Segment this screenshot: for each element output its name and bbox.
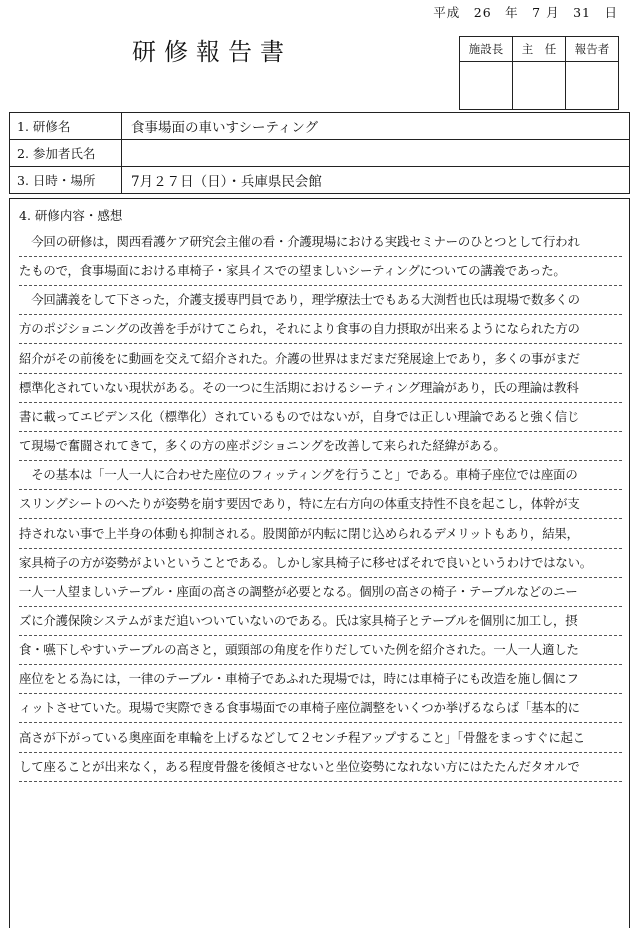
report-date: 平成 26 年 7 月 31 日 bbox=[433, 5, 618, 20]
content-line: 方のポジショニングの改善を手がけてこられ，それにより食事の自力摂取が出来るようになられた方の bbox=[19, 314, 622, 344]
participant-name-label: 2. 参加者氏名 bbox=[10, 140, 122, 167]
content-line: スリングシートのへたりが姿勢を崩す要因であり，特に左右方向の体重支持性不良を起こし，体幹が支 bbox=[19, 489, 622, 519]
approval-stamp-table bbox=[459, 36, 619, 110]
content-line: 一人一人望ましいテーブル・座面の高さの調整が必要となる。個別の高さの椅子・テーブルなどのニー bbox=[19, 577, 622, 607]
training-name-label: 1. 研修名 bbox=[10, 113, 122, 140]
content-line: 食・嚥下しやすいテーブルの高さと，頭頸部の角度を作りだしていた例を紹介された。一人一人適した bbox=[19, 635, 622, 665]
content-line: 持されない事で上半身の体動も抑制される。股関節が内転に閉じ込められるデメリットもあり，結果， bbox=[19, 519, 622, 549]
stamp-box-director[interactable] bbox=[460, 62, 513, 110]
content-line: 家具椅子の方が姿勢がよいということである。しかし家具椅子に移せばそれで良いというわけではない。 bbox=[19, 548, 622, 578]
content-line: して座ることが出来なく，ある程度骨盤を後傾させないと坐位姿勢になれない方にはたたんだタオルで bbox=[19, 752, 622, 782]
stamp-label-director: 施設長 bbox=[460, 37, 513, 62]
content-line: 書に載ってエビデンス化（標準化）されているものではないが，自身では正しい理論であると強く信じ bbox=[19, 402, 622, 432]
content-line: たもので，食事場面における車椅子・家具イスでの望ましいシーティングについての講義であった。 bbox=[19, 256, 622, 286]
training-name-value[interactable]: 食事場面の車いすシーティング bbox=[122, 113, 630, 140]
training-info-table bbox=[9, 112, 630, 194]
stamp-box-reporter[interactable] bbox=[566, 62, 619, 110]
content-line: ズに介護保険システムがまだ追いついていないのである。氏は家具椅子とテーブルを個別に加工し，摂 bbox=[19, 606, 622, 636]
report-content-section bbox=[9, 198, 630, 928]
participant-name-value[interactable] bbox=[122, 140, 630, 167]
content-line: 今回講義をして下さった，介護支援専門員であり，理学療法士でもある大渕哲也氏は現場で数多くの bbox=[19, 285, 622, 315]
content-line: 高さが下がっている奥座面を車輪を上げるなどして２センチ程アップすること」「骨盤をまっすぐに起こ bbox=[19, 723, 622, 753]
content-line: ィットさせていた。現場で実際できる食事場面での車椅子座位調整をいくつか挙げるならば「基本的に bbox=[19, 693, 622, 723]
content-line: 今回の研修は，関西看護ケア研究会主催の看・介護現場における実践セミナーのひとつとして行われ bbox=[19, 227, 622, 257]
report-title: 研修報告書 bbox=[132, 38, 292, 66]
datetime-place-label: 3. 日時・場所 bbox=[10, 167, 122, 194]
content-line: 紹介がその前後をに動画を交えて紹介された。介護の世界はまだまだ発展途上であり，多くの事がまだ bbox=[19, 344, 622, 374]
content-line: 標準化されていない現状がある。その一つに生活期におけるシーティング理論があり，氏の理論は教科 bbox=[19, 373, 622, 403]
content-line: その基本は「一人一人に合わせた座位のフィッティングを行うこと」である。車椅子座位では座面の bbox=[19, 460, 622, 490]
datetime-place-value[interactable]: 7月２７日（日）・兵庫県民会館 bbox=[122, 167, 630, 194]
stamp-box-chief[interactable] bbox=[513, 62, 566, 110]
content-heading: 4. 研修内容・感想 bbox=[19, 208, 123, 223]
stamp-label-reporter: 報告者 bbox=[566, 37, 619, 62]
content-line: 座位をとる為には，一律のテーブル・車椅子であふれた現場では，時には車椅子にも改造を施し個にフ bbox=[19, 664, 622, 694]
content-line: て現場で奮闘されてきて，多くの方の座ポジショニングを改善して来られた経緯がある。 bbox=[19, 431, 622, 461]
stamp-label-chief: 主 任 bbox=[513, 37, 566, 62]
